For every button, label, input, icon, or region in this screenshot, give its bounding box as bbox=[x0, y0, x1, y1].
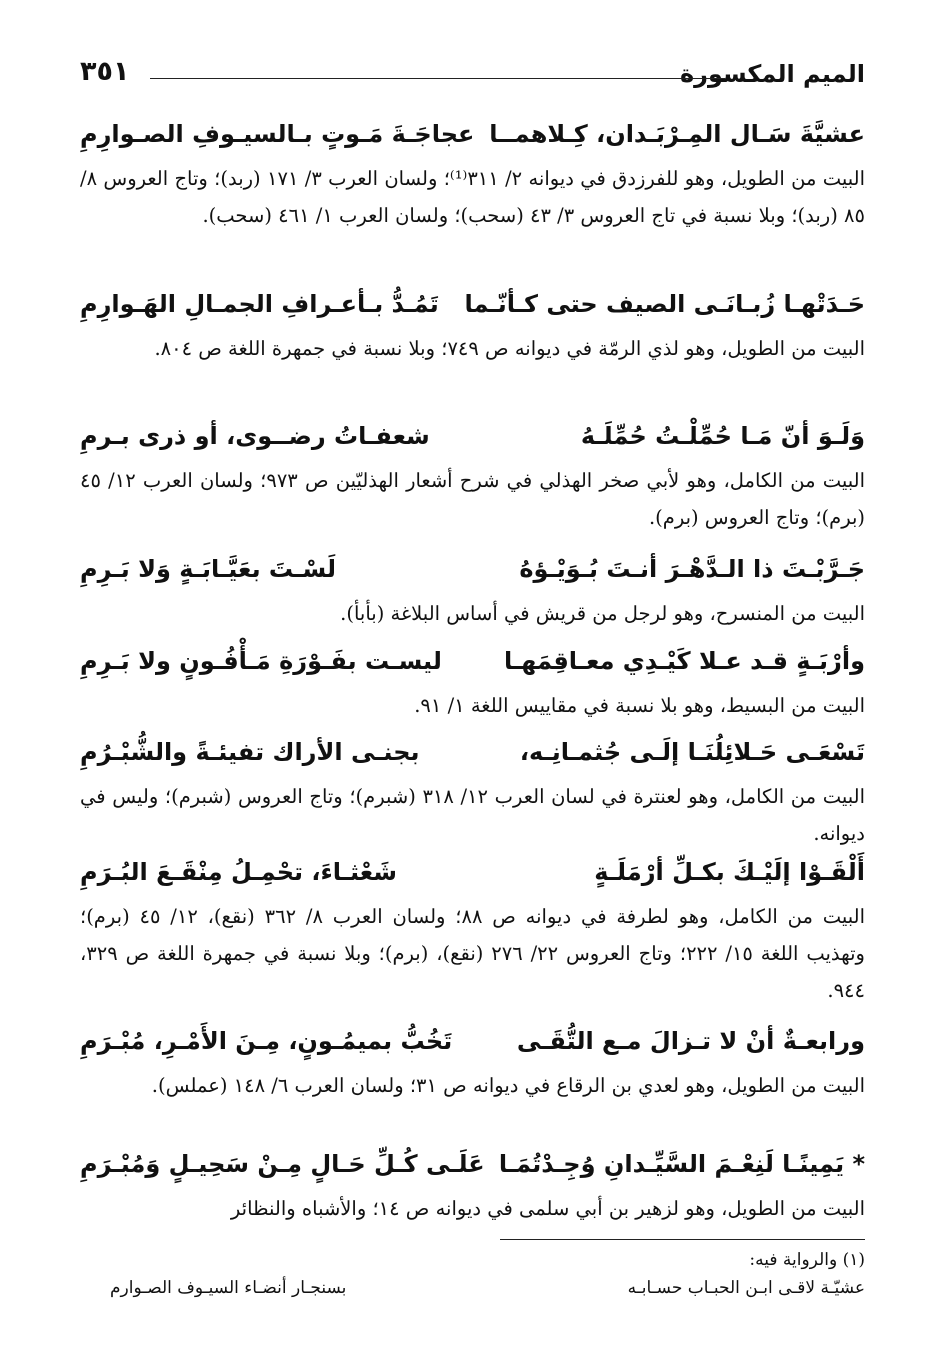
source-note: البيت من الطويل، وهو للفرزدق في ديوانه ٢/ ٣١١⁽¹⁾؛ ولسان العرب ٣/ ١٧١ (ربد)؛ وتاج العروس ٨/ ٨٥ (ربد)؛ وبلا نسبة في تاج العروس ٣/ ٤٣ (سحب)؛ ولسان العرب ١/ ٤٦١ (سحب). bbox=[80, 167, 865, 227]
first-hemistich: وَلَـوَ أنّ مَـا حُمِّلْـتُ حُمِّلَـهُ bbox=[580, 422, 865, 450]
second-hemistich: لَسْـتَ بعَيَّـابَـةٍ وَلا بَـرِمِ bbox=[80, 555, 336, 583]
running-title: الميم المكسورة bbox=[679, 60, 865, 88]
verse-line bbox=[80, 420, 865, 460]
second-hemistich: تَمُـدُّ بـأعـرافِ الجمـالِ الهَـوارِمِ bbox=[80, 290, 439, 318]
verse-entry bbox=[80, 736, 865, 852]
page-header bbox=[80, 56, 865, 96]
source-note: البيت من المنسرح، وهو لرجل من قريش في أساس البلاغة (بأبأ). bbox=[340, 602, 865, 625]
source-note: البيت من الطويل، وهو لذي الرمّة في ديوانه ص ٧٤٩؛ وبلا نسبة في جمهرة اللغة ص ٨٠٤. bbox=[154, 337, 865, 360]
source-note: البيت من البسيط، وهو بلا نسبة في مقاييس اللغة ١/ ٩١. bbox=[414, 694, 865, 717]
second-hemistich: عَلَـى كُـلِّ حَـالٍ مِـنْ سَحِيـلٍ وَمُبْـرَمِ bbox=[80, 1150, 485, 1178]
first-hemistich: حَـدَتْهـا زُبـانَـى الصيف حتى كـأنّـما bbox=[464, 290, 865, 318]
footnote-verse bbox=[110, 1278, 865, 1308]
footnote-rule bbox=[500, 1239, 865, 1240]
second-hemistich: بجنـى الأراك تفيئـةً والشُّبْـرُمِ bbox=[80, 738, 420, 766]
verse-line bbox=[80, 118, 865, 158]
verse-line bbox=[80, 645, 865, 685]
first-hemistich: ورابعـةٌ أنْ لا تـزالَ مـع التُّقَـى bbox=[516, 1027, 865, 1055]
first-hemistich: تَسْعَـى حَـلائِلُنَـا إلَـى جُثمـانِـه، bbox=[519, 738, 865, 766]
first-hemistich: جَـرَّبْـتَ ذا الـدَّهْـرَ أنـتَ بُـوَيْـؤهُ bbox=[519, 555, 865, 583]
verse-entry bbox=[80, 1025, 865, 1104]
second-hemistich: شَعْثـاءَ، تحْمِـلُ مِنْقَـعَ البُـرَمِ bbox=[80, 858, 397, 886]
first-hemistich: * يَمِينًـا لَنِعْـمَ السَّيِّـدانِ وُجِـدْتُمَـا bbox=[498, 1150, 865, 1178]
first-hemistich: أَلْقَـوْا إلَيْـكَ بكـلِّ أرْمَلَـةٍ bbox=[594, 858, 865, 886]
second-hemistich: عجاجَـةَ مَـوتٍ بـالسيـوفِ الصـوارِمِ bbox=[80, 120, 475, 148]
source-note: البيت من الكامل، وهو لأبي صخر الهذلي في شرح أشعار الهذليّين ص ٩٧٣؛ ولسان العرب ١٢/ ٤٥ (برم)؛ وتاج العروس (برم). bbox=[80, 469, 865, 529]
verse-entry bbox=[80, 645, 865, 724]
verse-line bbox=[80, 736, 865, 776]
verse-line bbox=[80, 1025, 865, 1065]
footnote-label: (١) والرواية فيه: bbox=[749, 1250, 865, 1270]
second-hemistich: ليسـت بفَـوْرَةِ مَـأْفُـونٍ ولا بَـرِمِ bbox=[80, 647, 442, 675]
footnote-second-hemistich: بسنجـار أنضـاء السيـوف الصـوارم bbox=[110, 1278, 347, 1298]
page-number: ٣٥١ bbox=[80, 56, 130, 87]
footnote-first-hemistich: عشيّـة لاقـى ابـن الحبـاب حسـابـه bbox=[627, 1278, 865, 1298]
source-note: البيت من الطويل، وهو لزهير بن أبي سلمى في ديوانه ص ١٤؛ والأشباه والنظائر bbox=[230, 1197, 865, 1220]
verse-entry bbox=[80, 288, 865, 367]
verse-entry bbox=[80, 856, 865, 1009]
verse-line bbox=[80, 856, 865, 896]
source-note: البيت من الطويل، وهو لعدي بن الرقاع في ديوانه ص ٣١؛ ولسان العرب ٦/ ١٤٨ (عملس). bbox=[151, 1074, 865, 1097]
verse-line bbox=[80, 553, 865, 593]
verse-entry bbox=[80, 553, 865, 632]
source-note: البيت من الكامل، وهو لطرفة في ديوانه ص ٨٨؛ ولسان العرب ٨/ ٣٦٢ (نقع)، ١٢/ ٤٥ (برم)؛ وتهذيب اللغة ١٥/ ٢٢٢؛ وتاج العروس ٢٢/ ٢٧٦ (نقع)، (برم)؛ وبلا نسبة في جمهرة اللغة ص ٣٢٩، ٩٤٤. bbox=[80, 905, 865, 1002]
verse-line bbox=[80, 1148, 865, 1188]
verse-line bbox=[80, 288, 865, 328]
first-hemistich: عشيَّةَ سَـال المِـرْبَـدان، كِـلاهمــا bbox=[489, 120, 865, 148]
header-rule bbox=[150, 78, 725, 79]
second-hemistich: تَخُبُّ بميمُـونٍ، مِـنَ الأَمْـرِ، مُبْـرَمِ bbox=[80, 1027, 453, 1055]
verse-entry bbox=[80, 118, 865, 234]
first-hemistich: وأرْبَـةٍ قـد عـلا كَيْـدِي معـاقِمَهـا bbox=[503, 647, 865, 675]
second-hemistich: شعفـاتُ رضــوى، أو ذرى بـرمِ bbox=[80, 422, 430, 450]
verse-entry bbox=[80, 420, 865, 536]
verse-entry bbox=[80, 1148, 865, 1227]
source-note: البيت من الكامل، وهو لعنترة في لسان العرب ١٢/ ٣١٨ (شبرم)؛ وتاج العروس (شبرم)؛ وليس في ديوانه. bbox=[80, 785, 865, 845]
